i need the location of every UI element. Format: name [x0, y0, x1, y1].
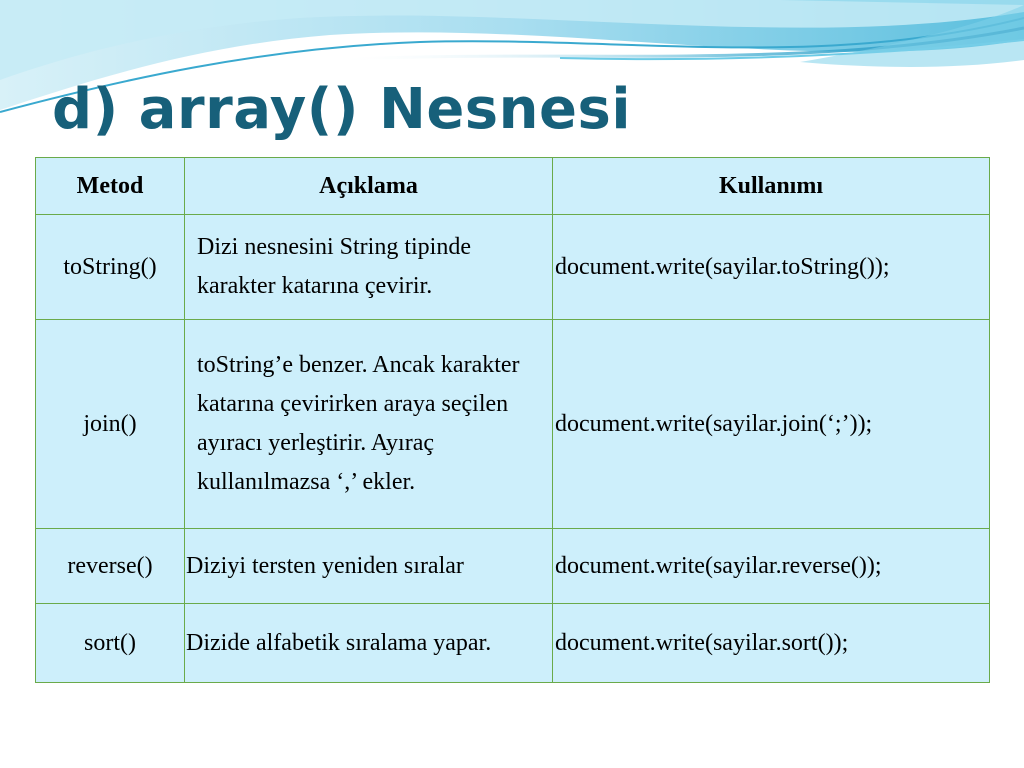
method-cell: join(): [36, 320, 185, 529]
table-row: [36, 529, 990, 604]
description-cell: [185, 604, 553, 683]
description-cell: [185, 320, 553, 529]
description-cell: [185, 529, 553, 604]
description-cell: [185, 215, 553, 320]
slide-title: d) array() Nesnesi: [52, 77, 632, 142]
usage-text: document.write(sayilar.toString());: [555, 253, 890, 280]
usage-cell: [553, 529, 990, 604]
table-row: [36, 215, 990, 320]
usage-text: document.write(sayilar.sort());: [555, 629, 849, 656]
description-text: Dizi nesnesini String tipinde karakter katarına çevirir.: [197, 234, 471, 299]
description-text: Diziyi tersten yeniden sıralar: [186, 552, 464, 579]
array-methods-table: [35, 157, 990, 683]
table-row: [36, 604, 990, 683]
header-metod: Metod: [36, 158, 185, 215]
table-row: [36, 320, 990, 529]
usage-text: document.write(sayilar.join(‘;’));: [555, 410, 873, 437]
method-cell: reverse(): [36, 529, 185, 604]
usage-cell: [553, 320, 990, 529]
description-text: Dizide alfabetik sıralama yapar.: [186, 629, 492, 656]
header-aciklama: Açıklama: [185, 158, 553, 215]
usage-cell: [553, 604, 990, 683]
usage-cell: [553, 215, 990, 320]
method-cell: toString(): [36, 215, 185, 320]
method-cell: sort(): [36, 604, 185, 683]
description-text: toString’e benzer. Ancak karakter katarına çevirirken araya seçilen ayıracı yerleştirir. Ayıraç kullanılmazsa ‘,’ ekler.: [197, 352, 520, 495]
header-kullanimi: Kullanımı: [553, 158, 990, 215]
usage-text: document.write(sayilar.reverse());: [555, 552, 882, 579]
table-header-row: [36, 158, 990, 215]
